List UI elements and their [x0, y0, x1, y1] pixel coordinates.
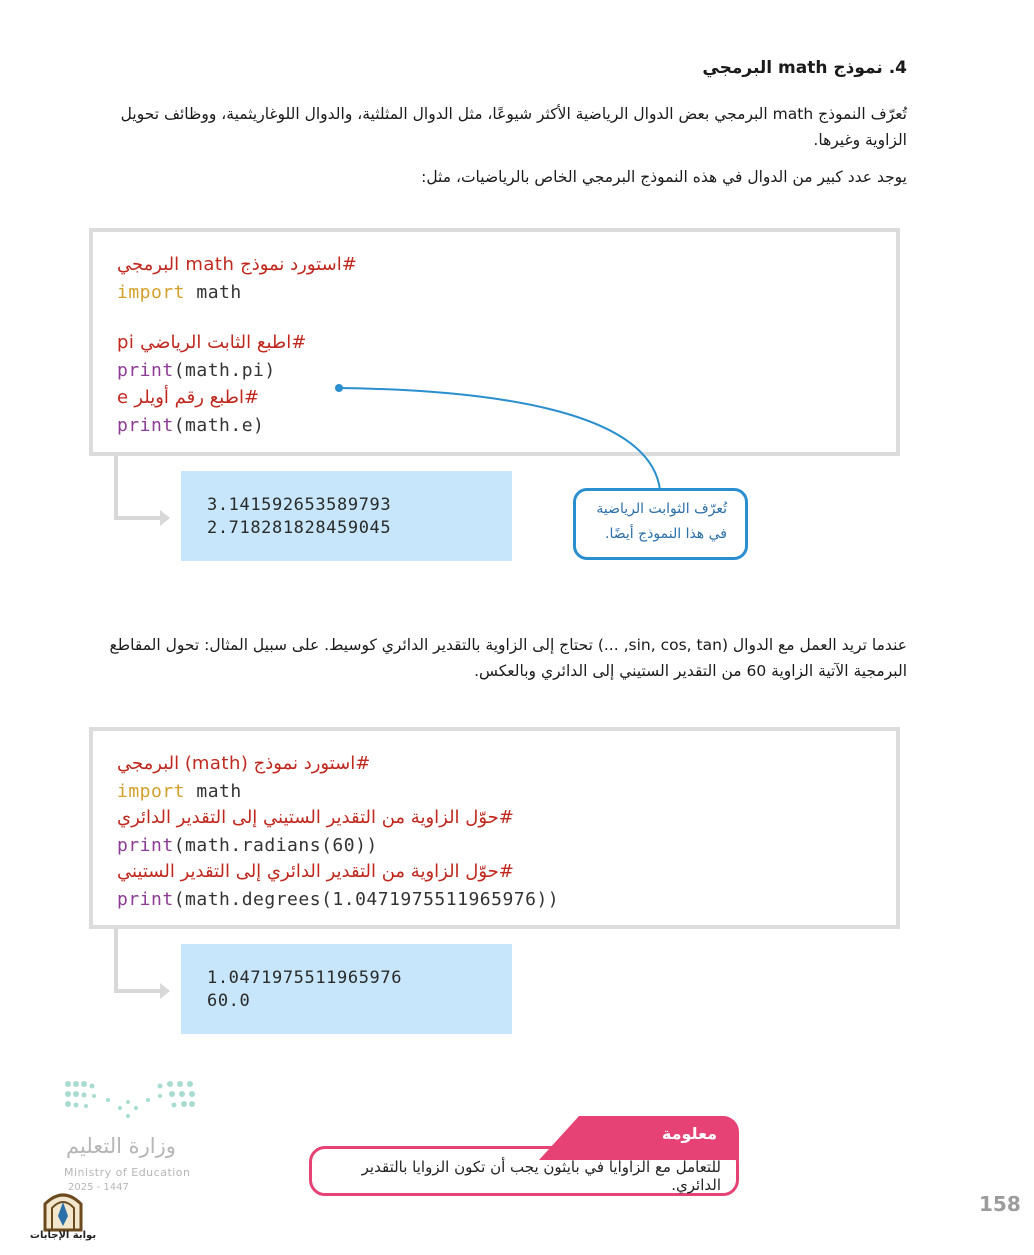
- info-title: معلومة: [661, 1124, 717, 1143]
- ministry-year: 2025 - 1447: [68, 1182, 129, 1193]
- output-arrow-icon: [110, 456, 180, 526]
- code-function: print: [117, 835, 174, 856]
- code-comment: #استورد نموذج (math) البرمجي: [117, 753, 371, 774]
- output-line: 1.0471975511965976: [207, 968, 403, 988]
- output-line: 2.718281828459045: [207, 518, 392, 538]
- watermark-emblem-icon: [28, 1186, 98, 1232]
- code-text: (math.pi): [173, 360, 276, 381]
- code-comment: #حوّل الزاوية من التقدير الستيني إلى التقدير الدائري: [117, 807, 514, 828]
- code-line-import: [117, 282, 242, 303]
- callout-constants: [573, 488, 748, 560]
- radians-paragraph: عندما تريد العمل مع الدوال (sin, cos, tan, ...) تحتاج إلى الزاوية بالتقدير الدائري كوسيط. على سبيل المثال: تحول المقاطع البرمجية الآتية الزاوية 60 من التقدير الستيني إلى الدائري وبالعكس.: [109, 636, 907, 680]
- watermark-logo: [28, 1186, 98, 1246]
- code-line-print-e: [117, 415, 264, 436]
- ministry-name-english: Ministry of Education: [64, 1166, 191, 1179]
- code-comment: #حوّل الزاوية من التقدير الدائري إلى التقدير الستيني: [117, 861, 514, 882]
- intro-paragraph: تُعرّف النموذج math البرمجي بعض الدوال الرياضية الأكثر شيوعًا، مثل الدوال المثلثية، والدوال اللوغاريثمية، ووظائف تحويل الزاوية وغيرها.: [120, 105, 907, 149]
- page-number: 158: [979, 1192, 1021, 1216]
- functions-paragraph: يوجد عدد كبير من الدوال في هذه النموذج البرمجي الخاص بالرياضيات، مثل:: [421, 168, 907, 186]
- output-line: 3.141592653589793: [207, 495, 392, 515]
- code-text: (math.e): [173, 415, 265, 436]
- code-text: (math.degrees(1.0471975511965976)): [173, 889, 560, 910]
- code-function: print: [117, 360, 174, 381]
- ministry-name-arabic: وزارة التعليم: [66, 1134, 176, 1158]
- code-keyword: import: [117, 282, 186, 303]
- code-block-radians: [89, 727, 900, 929]
- info-box: [309, 1116, 739, 1196]
- section-heading: 4. نموذج math البرمجي: [702, 58, 907, 78]
- callout-text: في هذا النموذج أيضًا.: [605, 526, 727, 542]
- output-box-radians: [181, 944, 512, 1034]
- code-line-import: [117, 781, 242, 802]
- code-function: print: [117, 415, 174, 436]
- code-text: (math.radians(60)): [173, 835, 378, 856]
- code-comment: #استورد نموذج math البرمجي: [117, 254, 357, 275]
- ministry-logo: [60, 1078, 220, 1198]
- output-line: 60.0: [207, 991, 251, 1011]
- code-line-print-pi: [117, 360, 276, 381]
- code-comment: #اطبع رقم أويلر e: [117, 387, 260, 408]
- code-text: math: [185, 282, 242, 303]
- callout-connector-icon: [330, 380, 670, 492]
- code-function: print: [117, 889, 174, 910]
- code-text: math: [185, 781, 242, 802]
- code-comment: #اطبع الثابت الرياضي pi: [117, 332, 307, 353]
- callout-text: تُعرّف الثوابت الرياضية: [596, 501, 727, 517]
- ministry-emblem-icon: [60, 1078, 200, 1128]
- watermark-text: بوابة الإجابات: [29, 1230, 97, 1241]
- code-line-radians: [117, 835, 378, 856]
- code-keyword: import: [117, 781, 186, 802]
- info-text: للتعامل مع الزاوايا في بايثون يجب أن تكون الزوايا بالتقدير الدائري.: [361, 1158, 721, 1194]
- code-line-degrees: [117, 889, 559, 910]
- output-arrow-icon: [110, 929, 180, 999]
